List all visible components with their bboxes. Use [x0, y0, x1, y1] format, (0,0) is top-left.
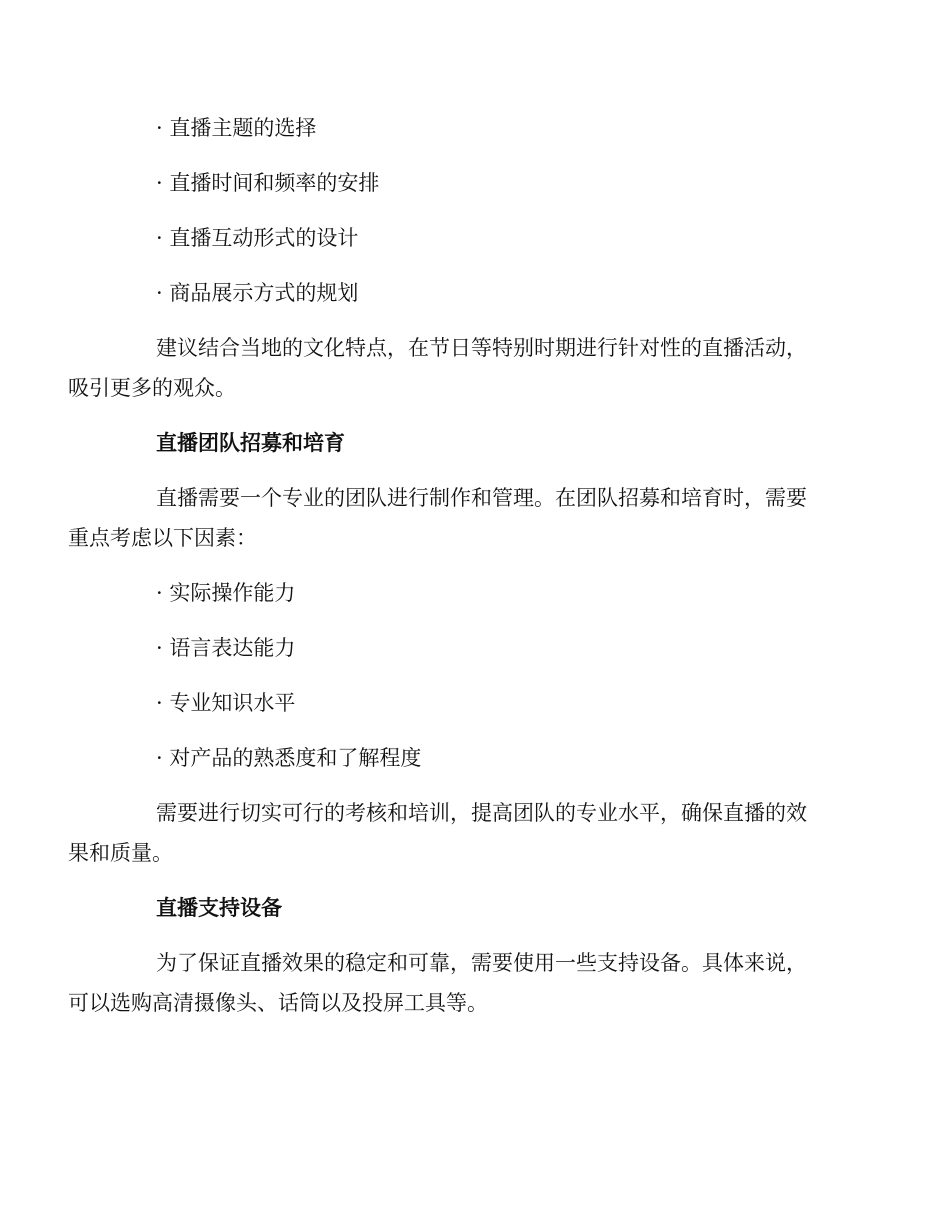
paragraph-line: 果和质量。 [68, 841, 173, 865]
paragraph [68, 478, 832, 558]
paragraph-line: 吸引更多的观众。 [68, 376, 236, 400]
list-item: · 直播主题的选择 [156, 116, 317, 140]
list-item: · 专业知识水平 [156, 691, 296, 715]
paragraph [68, 328, 832, 408]
document-body [68, 108, 832, 1038]
paragraph [68, 943, 832, 1023]
paragraph-line: 为了保证直播效果的稳定和可靠，需要使用一些支持设备。具体来说， [156, 951, 807, 975]
list-item: · 对产品的熟悉度和了解程度 [156, 746, 422, 770]
list-item: · 直播时间和频率的安排 [156, 171, 380, 195]
section-heading: 直播支持设备 [156, 895, 282, 920]
list-item: · 实际操作能力 [156, 581, 296, 605]
paragraph-line: 需要进行切实可行的考核和培训，提高团队的专业水平，确保直播的效 [156, 801, 807, 825]
list-item: · 直播互动形式的设计 [156, 226, 359, 250]
paragraph-line: 可以选购高清摄像头、话筒以及投屏工具等。 [68, 991, 488, 1015]
paragraph [68, 793, 832, 873]
section-heading: 直播团队招募和培育 [156, 430, 345, 455]
list-item: · 商品展示方式的规划 [156, 281, 359, 305]
paragraph-line: 重点考虑以下因素： [68, 526, 257, 550]
paragraph-line: 建议结合当地的文化特点，在节日等特别时期进行针对性的直播活动， [156, 336, 807, 360]
paragraph-line: 直播需要一个专业的团队进行制作和管理。在团队招募和培育时，需要 [156, 486, 807, 510]
list-item: · 语言表达能力 [156, 636, 296, 660]
